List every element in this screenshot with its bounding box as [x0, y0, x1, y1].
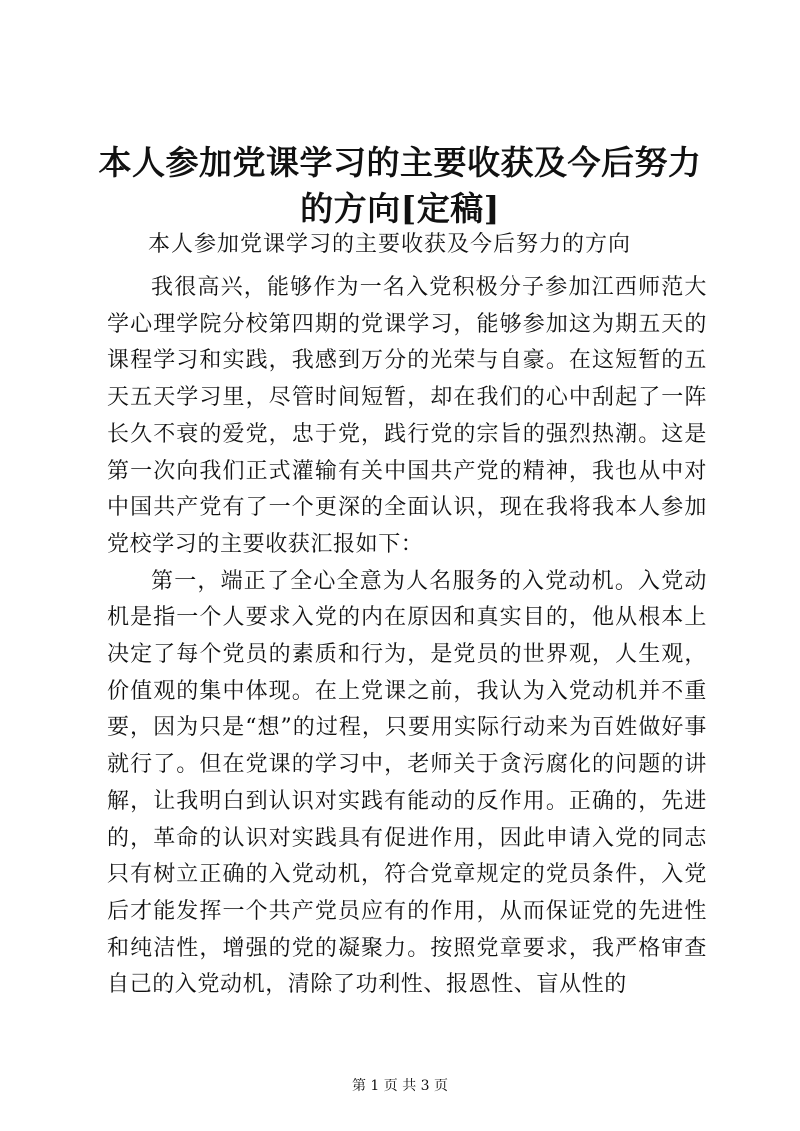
paragraph-intro: 我很高兴，能够作为一名入党积极分子参加江西师范大学心理学院分校第四期的党课学习，能够参加这为期五天的课程学习和实践，我感到万分的光荣与自豪。在这短暂的五天五天学习里，尽管时间短暂，却在我们的心中刮起了一阵长久不衰的爱党，忠于党，践行党的宗旨的强烈热潮。这是第一次向我们正式灌输有关中国共产党的精神，我也从中对中国共产党有了一个更深的全面认识，现在我将我本人参加党校学习的主要收获汇报如下： [107, 275, 707, 557]
document-subtitle: 本人参加党课学习的主要收获及今后努力的方向 [148, 232, 632, 257]
document-body [107, 270, 707, 1004]
page-footer: 第 1 页 共 3 页 [351, 1078, 449, 1094]
paragraph-first-point: 第一，端正了全心全意为人名服务的入党动机。入党动机是指一个人要求入党的内在原因和真实目的，他从根本上决定了每个党员的素质和行为，是党员的世界观，人生观，价值观的集中体现。在上党课之前，我认为入党动机并不重要，因为只是“想”的过程，只要用实际行动来为百姓做好事就行了。但在党课的学习中，老师关于贪污腐化的问题的讲解，让我明白到认识对实践有能动的反作用。正确的，先进的，革命的认识对实践具有促进作用，因此申请入党的同志只有树立正确的入党动机，符合党章规定的党员条件，入党后才能发挥一个共产党员应有的作用，从而保证党的先进性和纯洁性，增强的党的凝聚力。按照党章要求，我严格审查自己的入党动机，清除了功利性、报恩性、盲从性的 [107, 568, 707, 998]
document-title: 本人参加党课学习的主要收获及今后努力的方向[定稿] [98, 143, 702, 228]
